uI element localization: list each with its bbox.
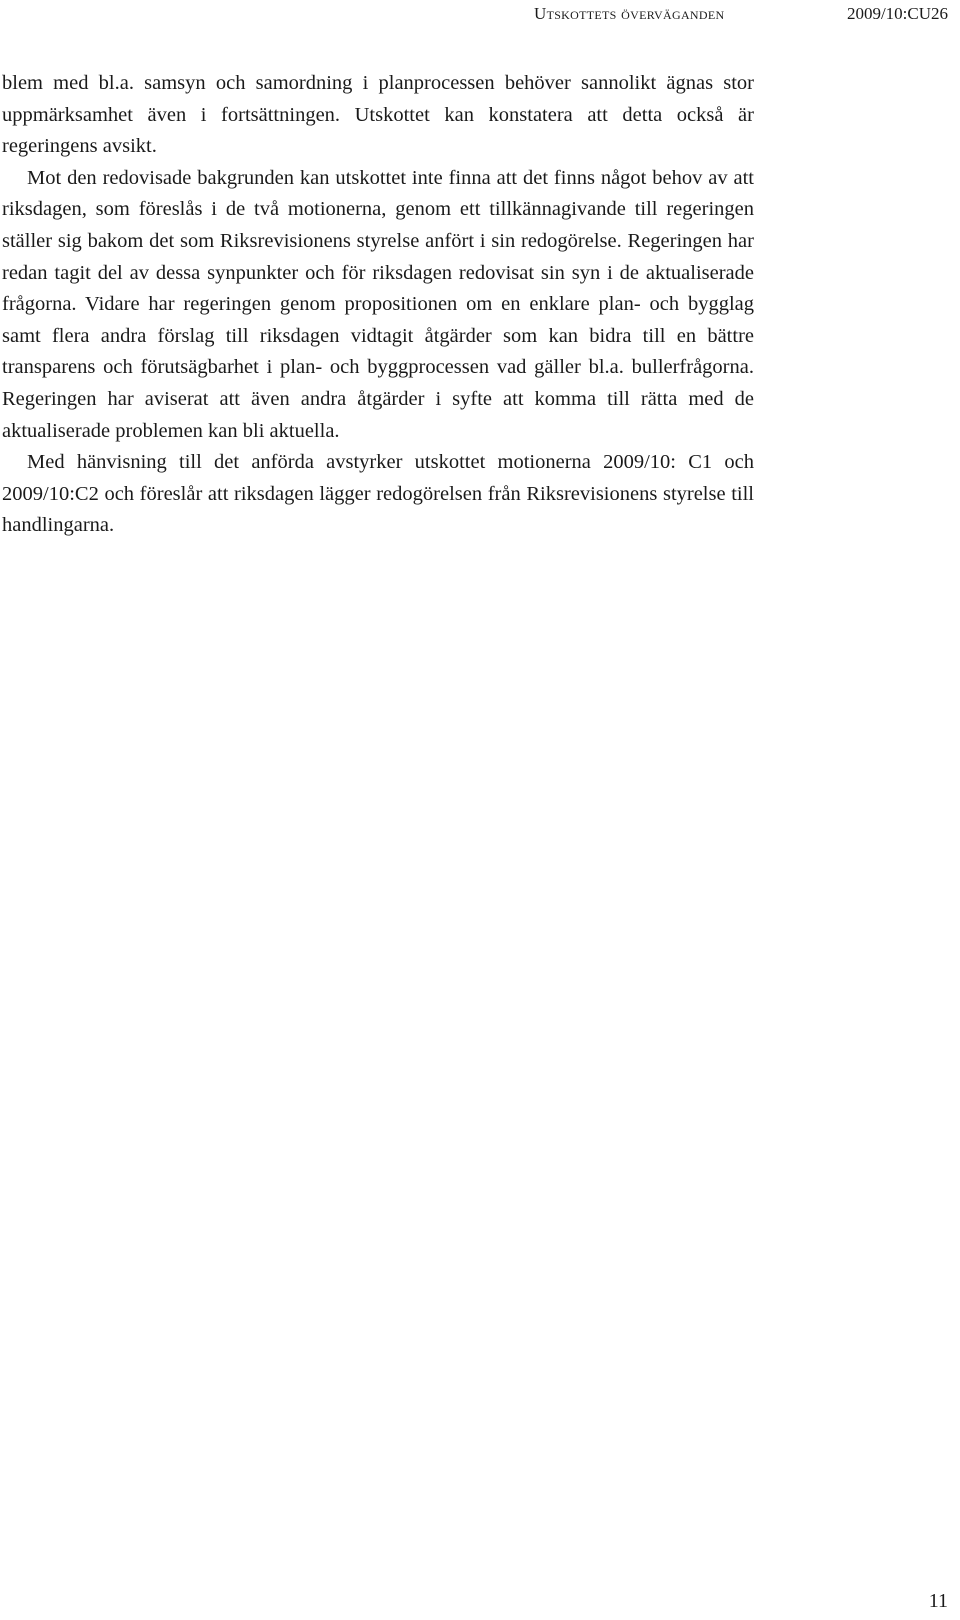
- paragraph-conclusion: Med hänvisning till det anförda avstyrker utskottet motionerna 2009/10: C1 och 2009/10:C2 och föreslår att riksdagen lägger redogörelsen från Riksrevisionens styrelse till handlingarna.: [2, 451, 754, 537]
- header-section-title: Utskottets överväganden: [534, 4, 725, 23]
- paragraph-assessment: Mot den redovisade bakgrunden kan utskottet inte finna att det finns något behov av att riksdagen, som föreslås i de två motionerna, genom ett tillkännagivande till regeringen ställer sig bakom det som Riksrevisionens styrelse anfört i sin redogörelse. Regeringen har redan tagit del av dessa synpunkter och för riksdagen redovisat sin syn i de aktualiserade frågorna. Vidare har regeringen genom propositionen om en enklare plan- och bygglag samt flera andra förslag till riksdagen vidtagit åtgärder som kan bidra till en bättre transparens och förutsägbarhet i plan- och byggprocessen vad gäller bl.a. bullerfrågorna. Regeringen har aviserat att även andra åtgärder i syfte att komma till rätta med de aktualiserade problemen kan bli aktuella.: [2, 166, 754, 442]
- header-document-id: 2009/10:CU26: [846, 4, 948, 23]
- paragraph-continuation: blem med bl.a. samsyn och samordning i planprocessen behöver sannolikt ägnas stor uppmärksamhet även i fortsättningen. Utskottet kan konstatera att detta också är regeringens avsikt.: [2, 72, 754, 158]
- running-header: [0, 4, 948, 28]
- page-number: 11: [928, 1590, 948, 1612]
- body-text: [2, 68, 754, 542]
